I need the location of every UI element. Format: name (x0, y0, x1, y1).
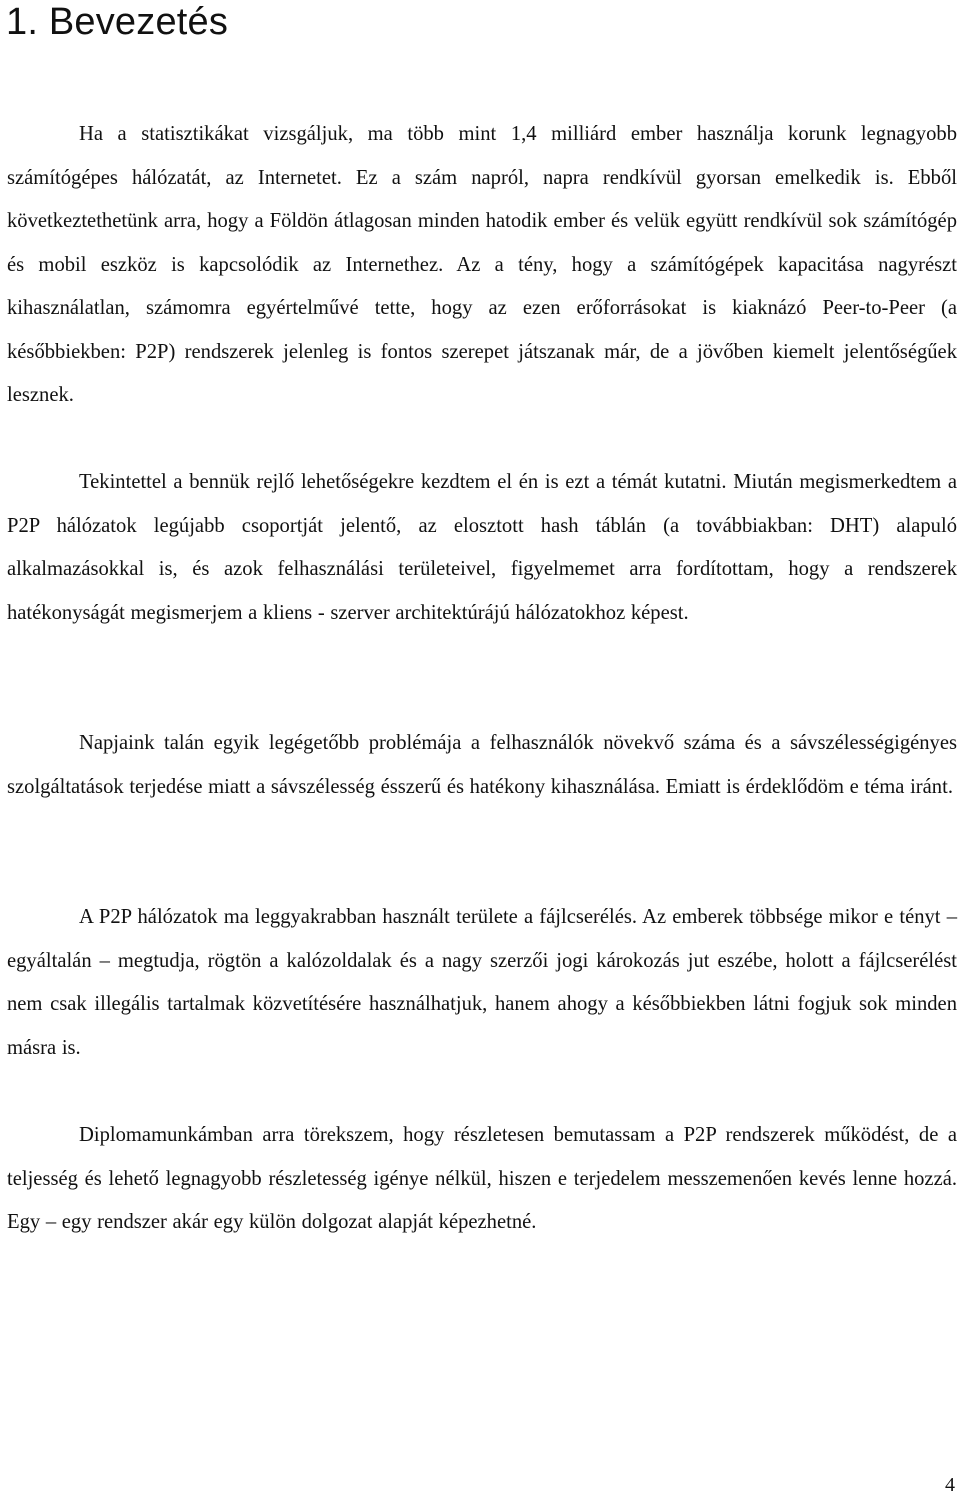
body-paragraph-2: Tekintettel a bennük rejlő lehetőségekre kezdtem el én is ezt a témát kutatni. Miután megismerkedtem a P2P hálózatok legújabb csoportját jelentő, az elosztott hash táblán (a továbbiakban: DHT) alapuló alkalmazásokkal is, és azok felhasználási területeivel, figyelmemet arra fordítottam, hogy a rendszerek hatékonyságát megismerjem a kliens - szerver architektúrájú hálózatokhoz képest. (7, 471, 957, 624)
body-paragraph-5: Diplomamunkámban arra törekszem, hogy részletesen bemutassam a P2P rendszerek működést, de a teljesség és lehető legnagyobb részletesség igénye nélkül, hiszen e terjedelem messzemenően kevés lenne hozzá. Egy – egy rendszer akár egy külön dolgozat alapját képezhetné. (7, 1124, 957, 1233)
page-number: 4 (945, 1474, 955, 1496)
body-paragraph-3: Napjaink talán egyik legégetőbb problémája a felhasználók növekvő száma és a sávszélességigényes szolgáltatások terjedése miatt a sávszélesség ésszerű és hatékony kihasználása. Emiatt is érdeklődöm e téma iránt. (7, 732, 957, 798)
body-paragraph-1: Ha a statisztikákat vizsgáljuk, ma több mint 1,4 milliárd ember használja korunk legnagyobb számítógépes hálózatát, az Internetet. Ez a szám napról, napra rendkívül gyorsan emelkedik is. Ebből következtethetünk arra, hogy a Földön átlagosan minden hatodik ember és velük együtt rendkívül sok számítógép és mobil eszköz is kapcsolódik az Internethez. Az a tény, hogy a számítógépek kapacitása nagyrészt kihasználatlan, számomra egyértelművé tette, hogy az ezen erőforrásokat is kiaknázó Peer-to-Peer (a későbbiekben: P2P) rendszerek jelenleg is fontos szerepet játszanak már, de a jövőben kiemelt jelentőségűek lesznek. (7, 123, 957, 406)
body-paragraph-4: A P2P hálózatok ma leggyakrabban használt területe a fájlcserélés. Az emberek többsége mikor e tényt – egyáltalán – megtudja, rögtön a kalózoldalak és a nagy szerzői jogi károkozás jut eszébe, holott a fájlcserélést nem csak illegális tartalmak közvetítésére használhatjuk, hanem ahogy a későbbiekben látni fogjuk sok minden másra is. (7, 906, 957, 1059)
section-heading: 1. Bevezetés (6, 1, 229, 43)
